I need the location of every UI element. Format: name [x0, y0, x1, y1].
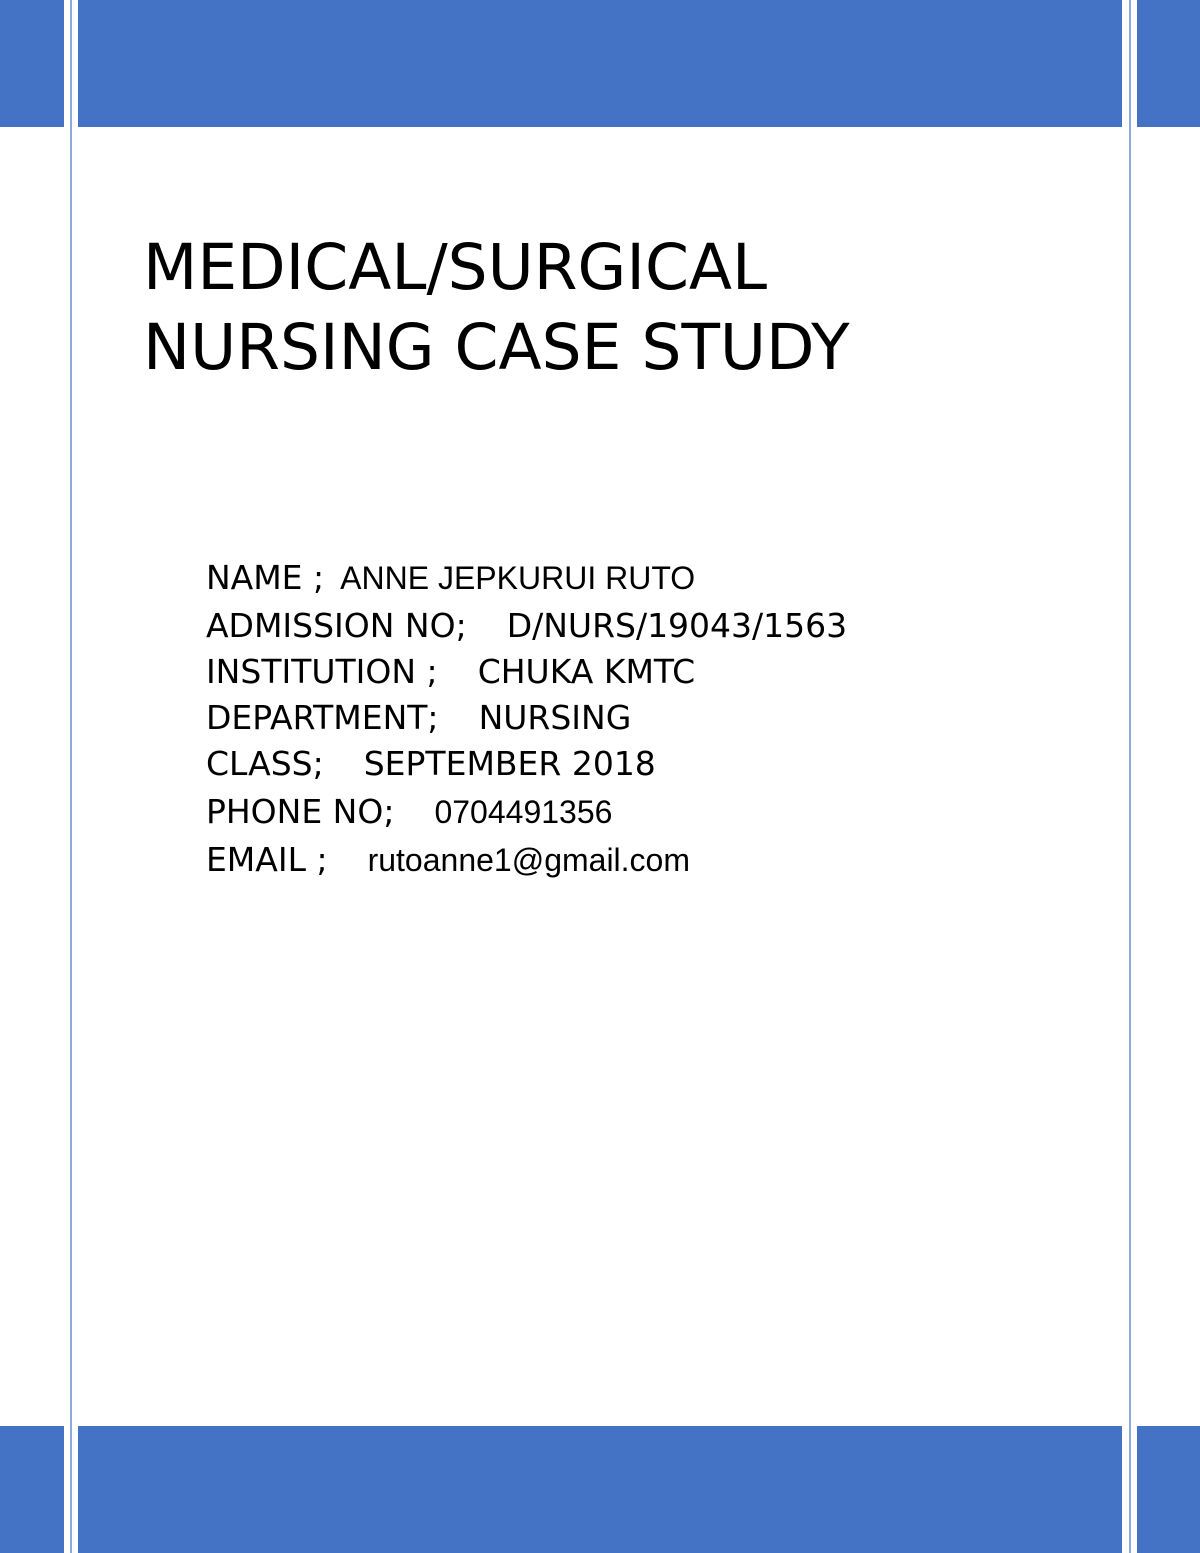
detail-value: NURSING — [478, 698, 632, 737]
detail-value: 0704491356 — [434, 794, 613, 830]
detail-value: ANNE JEPKURUI RUTO — [340, 560, 696, 596]
top-center-band — [78, 0, 1122, 127]
title-line-2: NURSING CASE STUDY — [143, 311, 850, 384]
bottom-right-band — [1137, 1426, 1200, 1553]
bottom-left-band — [0, 1426, 64, 1553]
detail-label: PHONE NO; — [205, 792, 395, 831]
detail-label: INSTITUTION ; — [205, 652, 438, 691]
right-border-line — [1129, 0, 1131, 1553]
detail-row-email — [143, 794, 690, 926]
detail-value: D/NURS/19043/1563 — [506, 606, 848, 645]
document-title — [143, 228, 850, 388]
bottom-center-band — [78, 1426, 1122, 1553]
title-line-1: MEDICAL/SURGICAL — [143, 231, 768, 304]
detail-label: ADMISSION NO; — [205, 606, 467, 645]
detail-value: SEPTEMBER 2018 — [363, 744, 656, 783]
detail-label: CLASS; — [205, 744, 324, 783]
top-right-band — [1137, 0, 1200, 127]
detail-value: CHUKA KMTC — [477, 652, 696, 691]
detail-label: EMAIL ; — [205, 840, 328, 879]
top-left-band — [0, 0, 64, 127]
detail-value: rutoanne1@gmail.com — [367, 842, 690, 878]
detail-label: DEPARTMENT; — [205, 698, 439, 737]
left-border-line — [70, 0, 72, 1553]
detail-label: NAME ; — [205, 558, 325, 597]
